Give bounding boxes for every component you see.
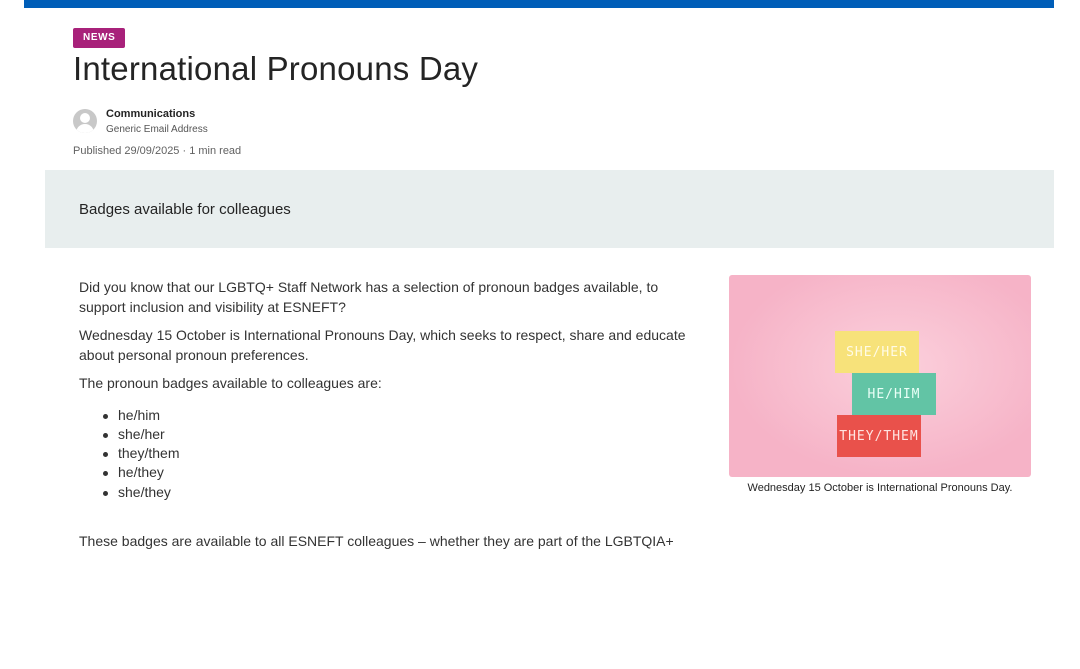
- block-they-them: THEY/THEM: [837, 415, 921, 457]
- author-name[interactable]: Communications: [106, 108, 196, 120]
- person-avatar-icon[interactable]: [73, 109, 97, 133]
- availability-paragraph: These badges are available to all ESNEFT colleagues – whether they are part of the LGBTQIA+: [79, 532, 674, 549]
- intro-paragraph: Did you know that our LGBTQ+ Staff Network has a selection of pronoun badges available, to support inclusion and visibility at ESNEFT?: [79, 279, 659, 315]
- list-item: they/them: [103, 444, 699, 463]
- list-item: she/her: [103, 425, 699, 444]
- badge-list: [103, 406, 699, 502]
- list-item: he/him: [103, 406, 699, 425]
- section-banner: [45, 170, 1054, 248]
- list-item: she/they: [103, 483, 699, 502]
- author-subtitle: Generic Email Address: [106, 124, 208, 135]
- image-caption: Wednesday 15 October is International Pronouns Day.: [747, 482, 1013, 494]
- news-category-badge[interactable]: NEWS: [73, 28, 125, 48]
- page-title: International Pronouns Day: [73, 50, 479, 87]
- block-he-him: HE/HIM: [852, 373, 936, 415]
- pronoun-blocks-image[interactable]: [729, 275, 1031, 477]
- top-accent-bar: [24, 0, 1054, 8]
- block-she-her: SHE/HER: [835, 331, 919, 373]
- article-body: [79, 278, 699, 563]
- list-item: he/they: [103, 463, 699, 482]
- date-paragraph: Wednesday 15 October is International Pronouns Day, which seeks to respect, share and educate about personal pronoun preferences.: [79, 327, 686, 363]
- published-date: Published 29/09/2025 · 1 min read: [73, 145, 242, 157]
- badges-intro-paragraph: The pronoun badges available to colleagues are:: [79, 375, 382, 391]
- banner-heading: Badges available for colleagues: [79, 201, 291, 218]
